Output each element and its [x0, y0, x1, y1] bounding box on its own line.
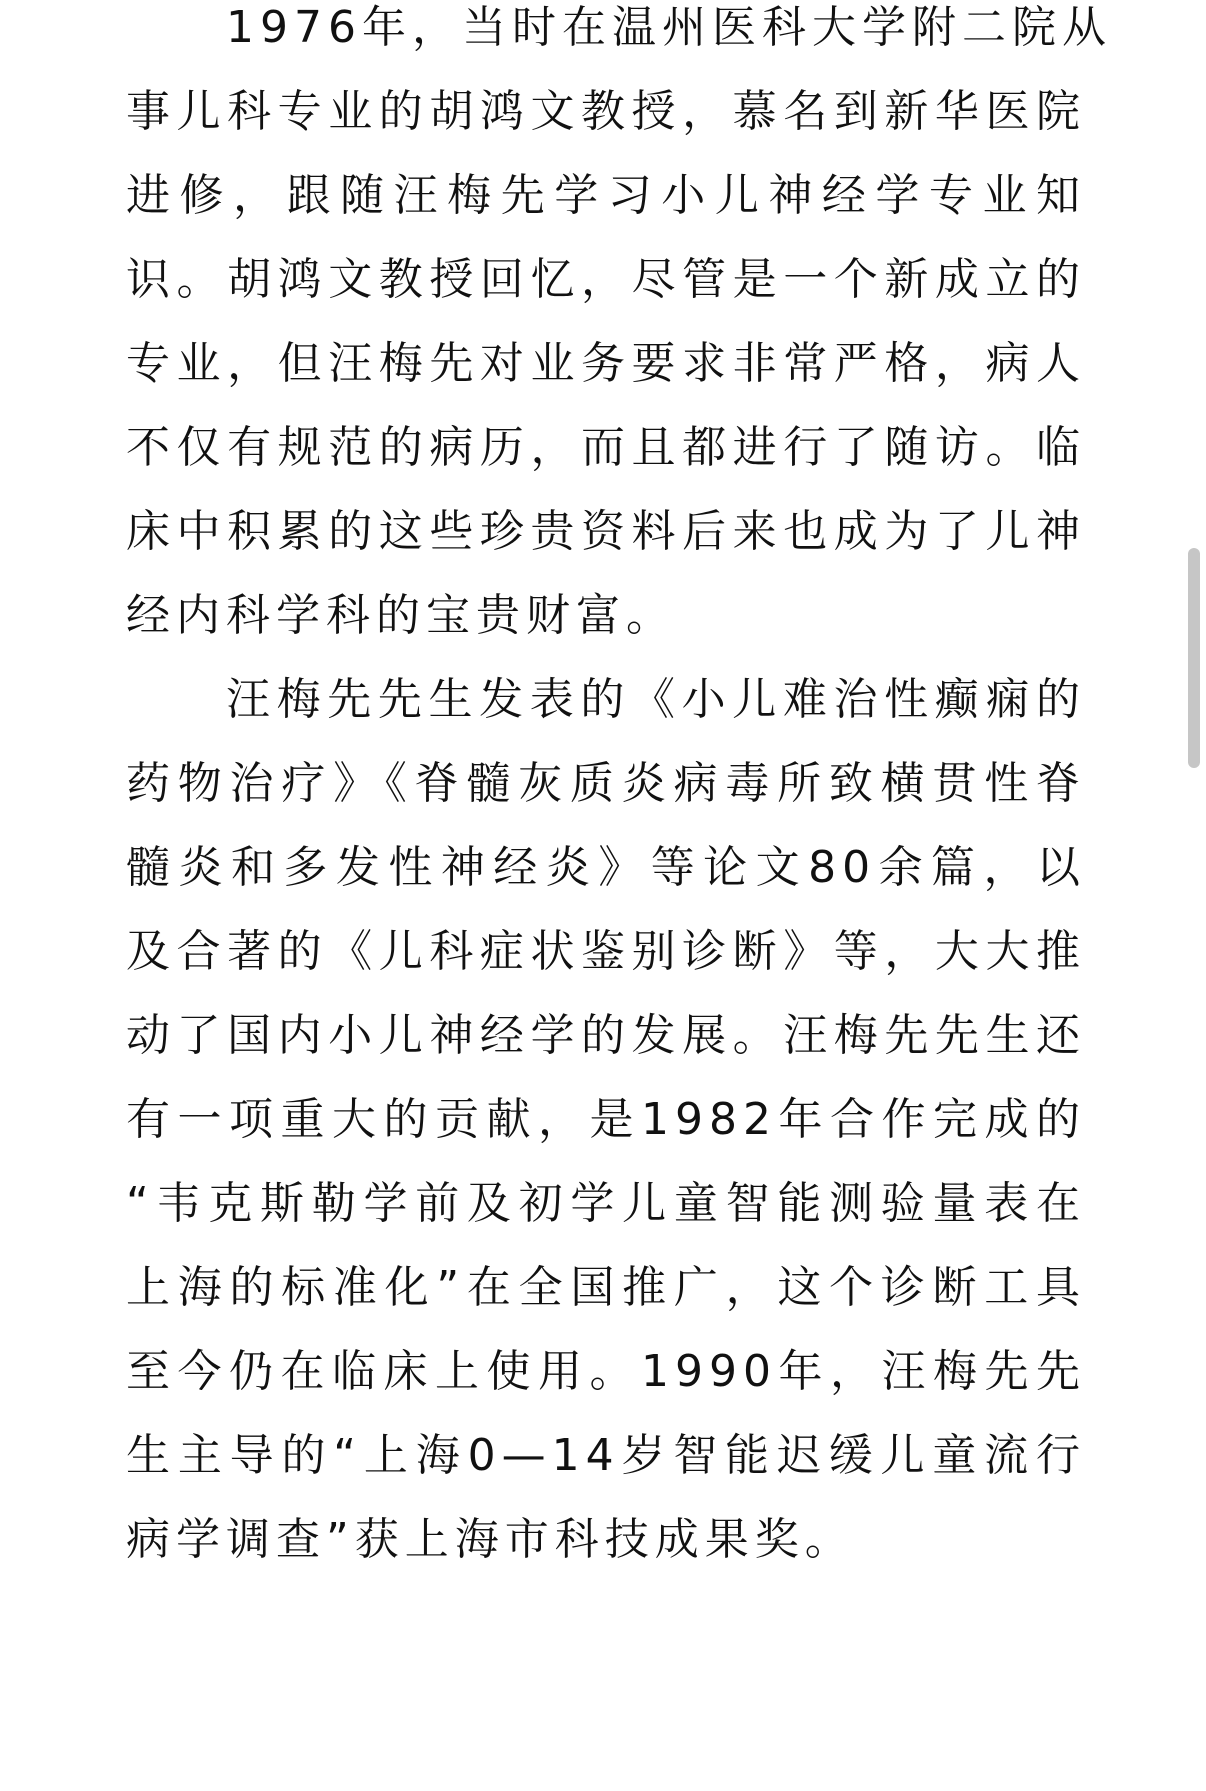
paragraph-1-line-8: 经内科学科的宝贵财富。: [126, 590, 676, 641]
paragraph-2-line-5: 动了国内小儿神经学的发展。汪梅先先生还: [126, 1010, 1086, 1061]
paragraph-2-line-3: 髓炎和多发性神经炎》等论文80余篇，以: [126, 842, 1086, 893]
paragraph-1-line-5: 专业，但汪梅先对业务要求非常严格，病人: [126, 338, 1086, 389]
paragraph-2-line-10: 生主导的“上海0—14岁智能迟缓儿童流行: [126, 1430, 1086, 1481]
paragraph-1-line-3: 进修，跟随汪梅先学习小儿神经学专业知: [126, 170, 1086, 221]
paragraph-2-line-2: 药物治疗》《脊髓灰质炎病毒所致横贯性脊: [126, 758, 1086, 809]
paragraph-2-line-11: 病学调查”获上海市科技成果奖。: [126, 1514, 855, 1565]
paragraph-2-line-7: “韦克斯勒学前及初学儿童智能测验量表在: [126, 1178, 1086, 1229]
paragraph-2-line-8: 上海的标准化”在全国推广，这个诊断工具: [126, 1262, 1086, 1313]
paragraph-1-line-4: 识。胡鸿文教授回忆，尽管是一个新成立的: [126, 254, 1086, 305]
paragraph-1-line-1: 1976年，当时在温州医科大学附二院从: [226, 2, 1112, 53]
paragraph-1-line-7: 床中积累的这些珍贵资料后来也成为了儿神: [126, 506, 1086, 557]
paragraph-2-line-4: 及合著的《儿科症状鉴别诊断》等，大大推: [126, 926, 1086, 977]
paragraph-2-line-1: 汪梅先先生发表的《小儿难治性癫痫的: [226, 674, 1086, 725]
paragraph-2-line-6: 有一项重大的贡献，是1982年合作完成的: [126, 1094, 1086, 1145]
paragraph-1-line-6: 不仅有规范的病历，而且都进行了随访。临: [126, 422, 1086, 473]
paragraph-1-line-2: 事儿科专业的胡鸿文教授，慕名到新华医院: [126, 86, 1086, 137]
paragraph-2-line-9: 至今仍在临床上使用。1990年，汪梅先先: [126, 1346, 1086, 1397]
vertical-scrollbar[interactable]: [1188, 548, 1200, 768]
